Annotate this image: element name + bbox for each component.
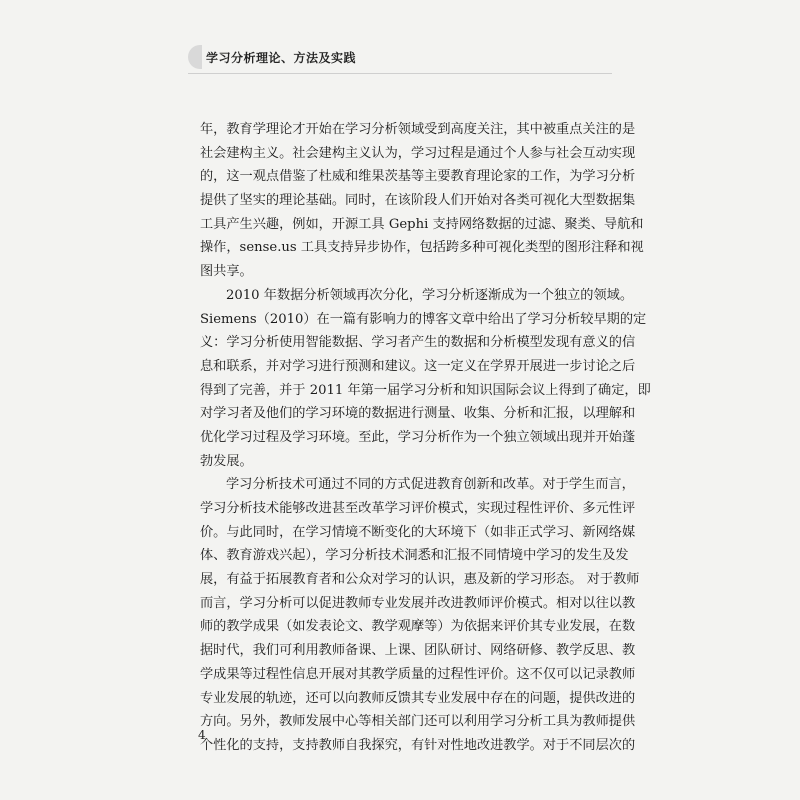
- text-line: 方向。另外，教师发展中心等相关部门还可以利用学习分析工具为教师提供: [200, 714, 636, 730]
- text-line: 息和联系，并对学习进行预测和建议。这一定义在学界开展进一步讨论之后: [200, 358, 636, 374]
- text-line: 2010 年数据分析领域再次分化，学习分析逐渐成为一个独立的领域。: [226, 287, 634, 303]
- text-line: 学习分析技术可通过不同的方式促进教育创新和改革。对于学生而言，: [226, 477, 635, 493]
- text-line: 图共享。: [200, 264, 253, 280]
- text-line: 义：学习分析使用智能数据、学习者产生的数据和分析模型发现有意义的信: [200, 335, 636, 351]
- text-line: 展，有益于拓展教育者和公众对学习的认识，惠及新的学习形态。 对于教师: [200, 572, 640, 588]
- header-divider: [188, 73, 612, 74]
- text-line: 个性化的支持，支持教师自我探究，有针对性地改进教学。对于不同层次的: [200, 737, 636, 753]
- text-line: 操作，sense.us 工具支持异步协作，包括跨多种可视化类型的图形注释和视: [200, 240, 644, 256]
- text-line: 学习分析技术能够改进甚至改革学习评价模式，实现过程性评价、多元性评: [200, 501, 636, 516]
- text-line: 优化学习过程及学习环境。至此，学习分析作为一个独立领域出现并开始蓬: [200, 429, 636, 445]
- running-header-title: 学习分析理论、方法及实践: [206, 50, 357, 65]
- text-line: 提供了坚实的理论基础。同时，在该阶段人们开始对各类可视化大型数据集: [200, 193, 636, 209]
- text-line: 得到了完善，并于 2011 年第一届学习分析和知识国际会议上得到了确定，即: [200, 382, 651, 398]
- text-line: 专业发展的轨迹，还可以向教师反馈其专业发展中存在的问题，提供改进的: [200, 690, 636, 706]
- text-line: 体、教育游戏兴起），学习分析技术洞悉和汇报不同情境中学习的发生及发: [200, 548, 629, 564]
- text-line: 学成果等过程性信息开展对其教学质量的过程性评价。这不仅可以记录教师: [200, 666, 636, 682]
- body-text: [200, 118, 651, 758]
- text-line: 对学习者及他们的学习环境的数据进行测量、收集、分析和汇报，以理解和: [200, 406, 636, 422]
- text-line: 而言，学习分析可以促进教师专业发展并改进教师评价模式。相对以往以教: [200, 595, 636, 611]
- text-line: 价。与此同时，在学习情境不断变化的大环境下（如非正式学习、新网络媒: [200, 524, 636, 540]
- text-line: 勃发展。: [200, 453, 253, 469]
- page-number: 4: [198, 728, 206, 742]
- text-line: 社会建构主义。社会建构主义认为，学习过程是通过个人参与社会互动实现: [200, 145, 636, 161]
- text-line: 的，这一观点借鉴了杜威和维果茨基等主要教育理论家的工作，为学习分析: [200, 169, 636, 185]
- text-line: Siemens（2010）在一篇有影响力的博客文章中给出了学习分析较早期的定: [200, 311, 647, 327]
- text-line: 据时代，我们可利用教师备课、上课、团队研讨、网络研修、教学反思、教: [200, 643, 636, 659]
- running-header: [188, 44, 356, 70]
- text-line: 工具产生兴趣，例如，开源工具 Gephi 支持网络数据的过滤、聚类、导航和: [200, 216, 644, 232]
- header-tab-mark: [188, 45, 202, 69]
- text-line: 师的教学成果（如发表论文、教学观摩等）为依据来评价其专业发展，在数: [200, 619, 636, 635]
- text-line: 年，教育学理论才开始在学习分析领域受到高度关注，其中被重点关注的是: [200, 122, 636, 137]
